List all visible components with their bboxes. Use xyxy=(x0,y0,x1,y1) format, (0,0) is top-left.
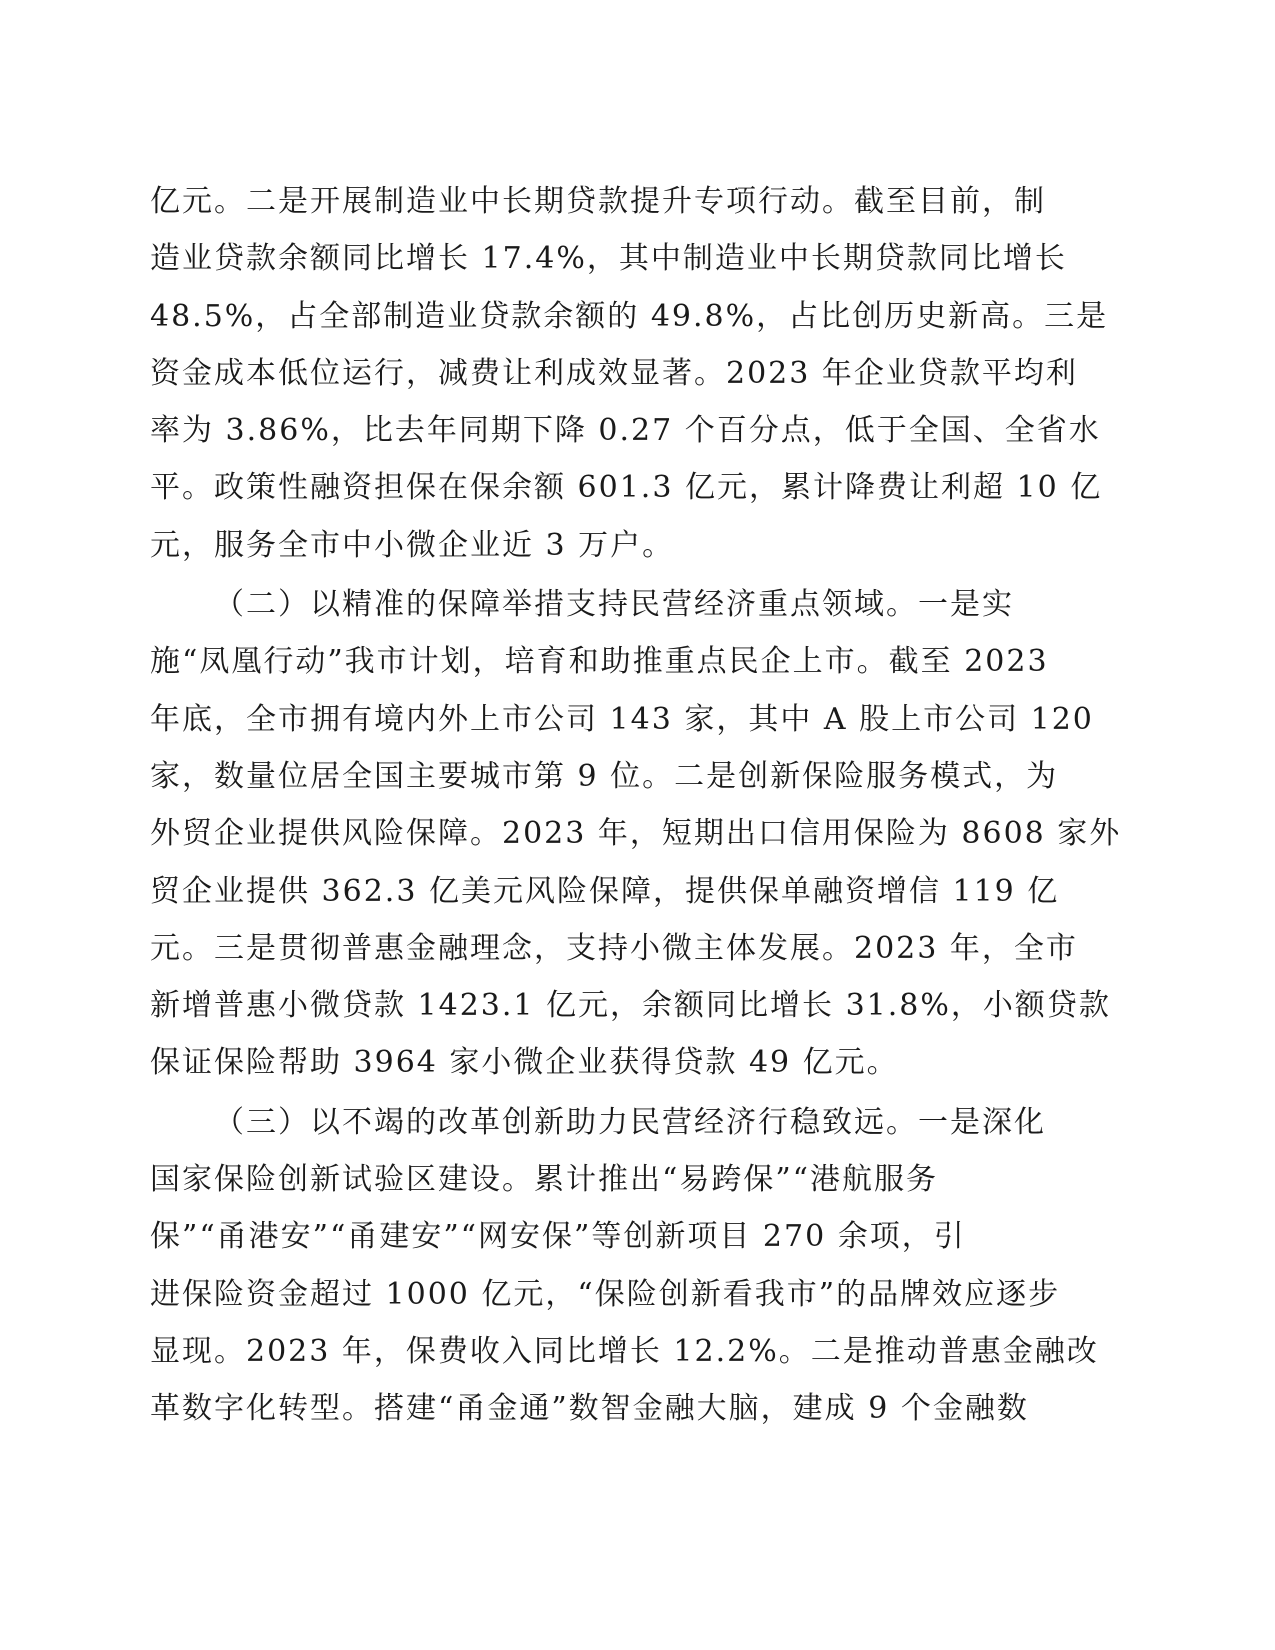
text-line: 外贸企业提供风险保障。2023 年，短期出口信用保险为 8608 家外 xyxy=(150,816,1122,852)
text-line: 元。三是贯彻普惠金融理念，支持小微主体发展。2023 年，全市 xyxy=(150,930,1078,966)
section-heading-3: （三）以不竭的改革创新助力民营经济行稳致远。一是深化 xyxy=(214,1104,1046,1140)
text-line: 进保险资金超过 1000 亿元，“保险创新看我市”的品牌效应逐步 xyxy=(150,1276,1061,1312)
text-line: 资金成本低位运行，减费让利成效显著。2023 年企业贷款平均利 xyxy=(150,355,1078,391)
text-line: 保证保险帮助 3964 家小微企业获得贷款 49 亿元。 xyxy=(150,1045,899,1081)
body-text xyxy=(150,173,1122,1438)
text-line: 保”“甬港安”“甬建安”“网安保”等创新项目 270 余项，引 xyxy=(150,1219,966,1255)
text-line: 新增普惠小微贷款 1423.1 亿元，余额同比增长 31.8%，小额贷款 xyxy=(150,988,1111,1024)
text-line: 亿元。二是开展制造业中长期贷款提升专项行动。截至目前，制 xyxy=(150,184,1046,219)
text-line: 家，数量位居全国主要城市第 9 位。二是创新保险服务模式，为 xyxy=(150,758,1059,794)
text-line: 率为 3.86%，比去年同期下降 0.27 个百分点，低于全国、全省水 xyxy=(150,413,1101,449)
text-line: 元，服务全市中小微企业近 3 万户。 xyxy=(150,527,675,563)
text-line: 施“凤凰行动”我市计划，培育和助推重点民企上市。截至 2023 xyxy=(150,644,1049,680)
section-heading-2: （二）以精准的保障举措支持民营经济重点领域。一是实 xyxy=(214,587,1014,623)
text-line: 平。政策性融资担保在保余额 601.3 亿元，累计降费让利超 10 亿 xyxy=(150,470,1103,506)
text-line: 年底，全市拥有境内外上市公司 143 家，其中 A 股上市公司 120 xyxy=(150,701,1094,737)
text-line: 贸企业提供 362.3 亿美元风险保障，提供保单融资增信 119 亿 xyxy=(150,873,1060,909)
text-line: 造业贷款余额同比增长 17.4%，其中制造业中长期贷款同比增长 xyxy=(150,241,1067,277)
text-line: 显现。2023 年，保费收入同比增长 12.2%。二是推动普惠金融改 xyxy=(150,1333,1099,1369)
text-line: 革数字化转型。搭建“甬金通”数智金融大脑，建成 9 个金融数 xyxy=(150,1391,1029,1427)
text-line: 48.5%，占全部制造业贷款余额的 49.8%，占比创历史新高。三是 xyxy=(150,298,1109,334)
text-line: 国家保险创新试验区建设。累计推出“易跨保”“港航服务 xyxy=(150,1162,939,1198)
